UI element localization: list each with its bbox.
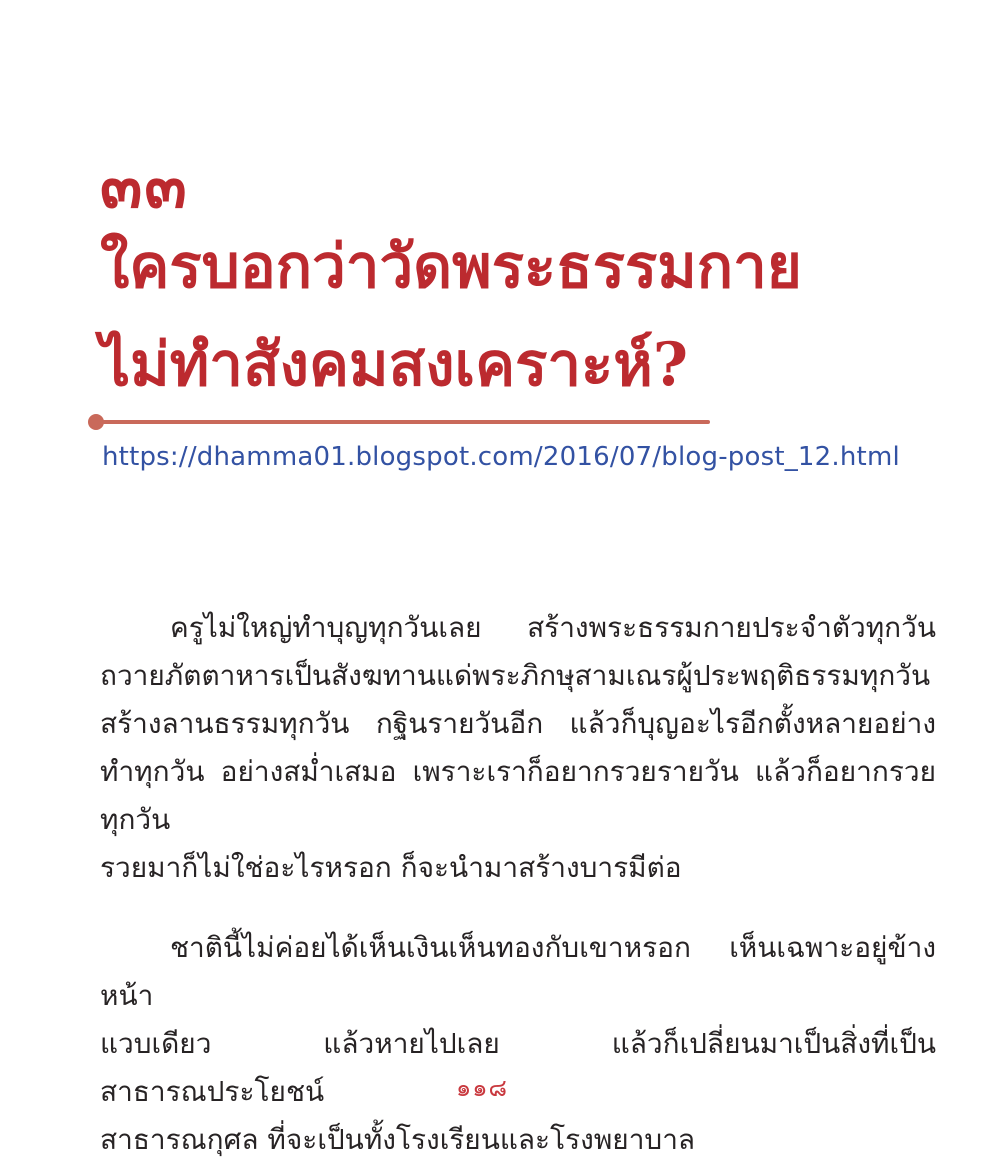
paragraph-2 [100, 924, 936, 1164]
paragraph-2-line-3: สาธารณกุศล ที่จะเป็นทั้งโรงเรียนและโรงพยาบาล [100, 1123, 696, 1156]
paragraph-2-line-1: ชาตินี้ไม่ค่อยได้เห็นเงินเห็นทองกับเขาหรอก เห็นเฉพาะอยู่ข้างหน้า [100, 931, 936, 1012]
title-divider [88, 413, 710, 431]
page-title-line-1: ใครบอกว่าวัดพระธรรมกาย [100, 232, 802, 302]
source-url-link[interactable]: https://dhamma01.blogspot.com/2016/07/blog-post_12.html [102, 442, 900, 472]
chapter-number: ๓๓ [100, 149, 189, 222]
paragraph-1-line-5: รวยมาก็ไม่ใช่อะไรหรอก ก็จะนำมาสร้างบารมีต่อ [100, 851, 682, 884]
paragraph-1-line-4: ทำทุกวัน อย่างสม่ำเสมอ เพราะเราก็อยากรวยรายวัน แล้วก็อยากรวยทุกวัน [100, 755, 936, 836]
page-title [100, 218, 860, 414]
page-number: ๑๑๘ [456, 1074, 508, 1102]
page-title-line-2: ไม่ทำสังคมสงเคราะห์? [100, 330, 688, 400]
paragraph-1-line-3: สร้างลานธรรมทุกวัน กฐินรายวันอีก แล้วก็บุญอะไรอีกตั้งหลายอย่าง [100, 707, 936, 740]
paragraph-1-line-2: ถวายภัตตาหารเป็นสังฆทานแด่พระภิกษุสามเณรผู้ประพฤติธรรมทุกวัน [100, 659, 931, 692]
paragraph-2-line-2: แวบเดียว แล้วหายไปเลย แล้วก็เปลี่ยนมาเป็นสิ่งที่เป็นสาธารณประโยชน์ [100, 1027, 936, 1108]
divider-line [96, 420, 710, 424]
paragraph-1 [100, 604, 936, 892]
paragraph-1-line-1: ครูไม่ใหญ่ทำบุญทุกวันเลย สร้างพระธรรมกายประจำตัวทุกวัน [170, 611, 936, 644]
